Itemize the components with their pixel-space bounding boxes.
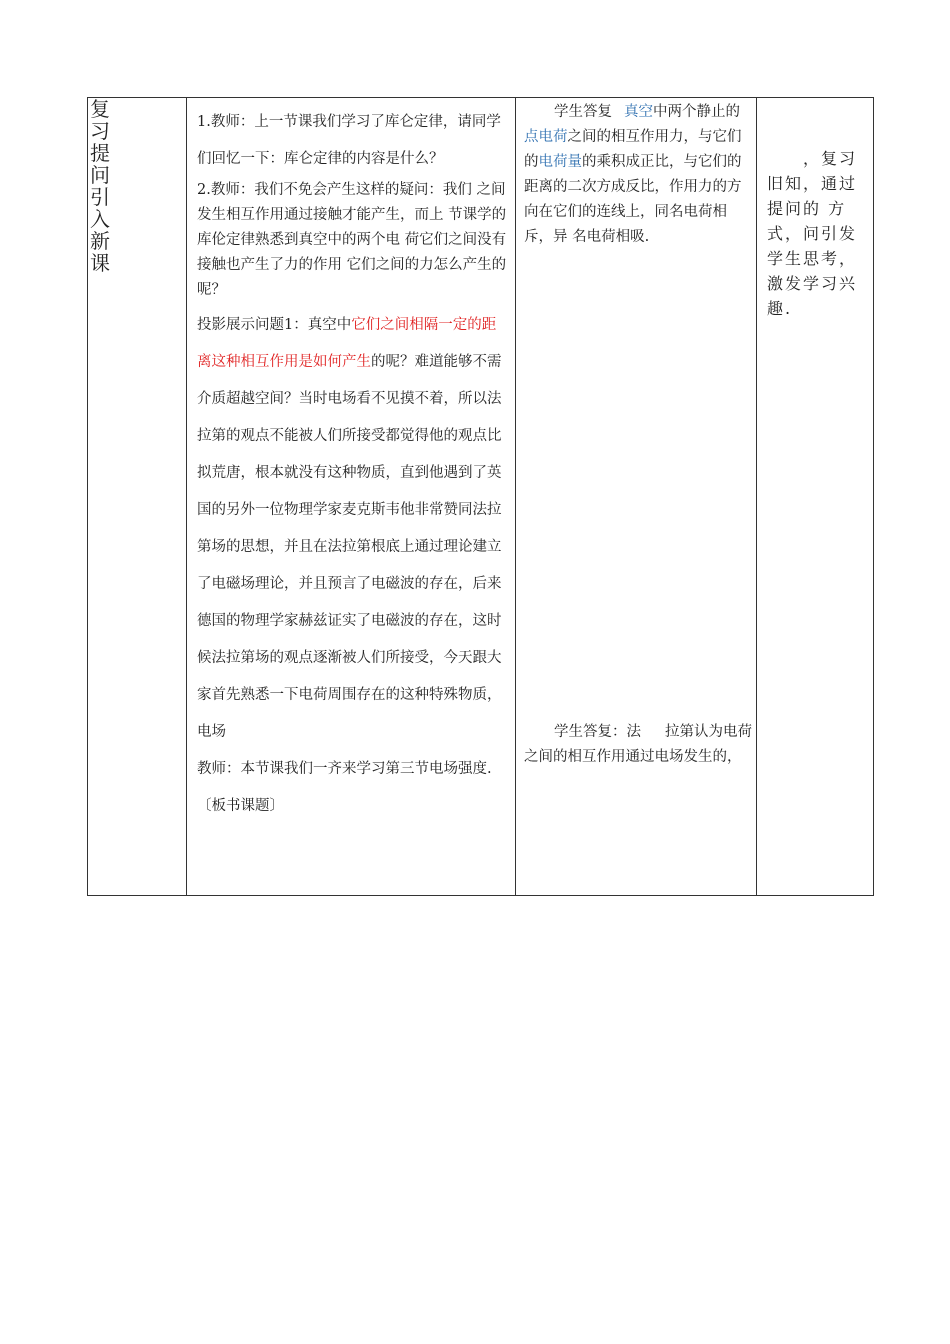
student-answer-2	[524, 720, 752, 770]
student-answer-1	[524, 100, 752, 250]
teacher-question-1: 1.教师：上一节课我们学习了库仑定律，请同学们回忆一下：库仑定律的内容是什么？	[197, 114, 501, 167]
answer-1-part-b: 中两个静止的	[653, 104, 740, 120]
stage-label: 复习提问引入新课	[90, 97, 110, 275]
teacher-topic-intro: 教师：本节课我们一齐来学习第三节电场强度.〔板书课题〕	[197, 761, 492, 814]
answer-2-body: 拉第认为电荷之间的相互作用通过电场发生的，	[524, 724, 752, 765]
answer-1-part-c: 之间的相互作用力，与它们的	[524, 129, 742, 170]
student-activity-cell	[516, 98, 757, 896]
keyword-point-charge: 点电荷	[524, 129, 568, 145]
design-purpose-cell	[757, 98, 874, 896]
keyword-vacuum: 真空	[624, 104, 653, 120]
teacher-question-2: 2.教师：我们不免会产生这样的疑问：我们 之间发生相互作用通过接触才能产生，而上 节课学的库伦定律熟悉到真空中的两个电 荷它们之间没有接触也产生了力的作用 它们之间的力怎么产生的呢？	[197, 182, 507, 298]
answer-1-lead: 学生答复	[554, 104, 612, 120]
lesson-plan-table	[87, 97, 874, 896]
projection-prefix: 投影展示问题1：真空中	[197, 317, 352, 333]
teacher-activity-cell	[187, 98, 516, 896]
keyword-charge-quantity: 电荷量	[538, 154, 582, 170]
purpose-line-1: ，复习	[803, 149, 858, 168]
purpose-line-2: 旧知，通过提问的 方式，问引发学生思考，激发学习兴趣.	[767, 174, 858, 318]
answer-1-part-d: 的乘积成正比，与它们的距离的二次方成反比，作用力的方向在它们的连线上，同名电荷相斥，异 名电荷相吸.	[524, 154, 742, 245]
stage-cell	[88, 98, 187, 896]
answer-2-lead: 学生答复：法	[554, 724, 641, 740]
table-row	[88, 98, 874, 896]
projection-question-1	[197, 307, 509, 751]
highlighted-question: 它们之间相隔一定的距离这种相互作用是如何产生	[197, 317, 497, 370]
projection-body: 的呢？难道能够不需介质超越空间？当时电场看不见摸不着，所以法拉第的观点不能被人们所接受都觉得他的观点比拟荒唐，根本就没有这种物质，直到他遇到了英国的另外一位物理学家麦克斯韦他非常赞同法拉第场的思想，并且在法拉第根底上通过理论建立了电磁场理论，并且预言了电磁波的存在，后来德国的物理学家赫兹证实了电磁波的存在，这时候法拉第场的观点逐渐被人们所接受，今天跟大家首先熟悉一下电荷周围存在的这种特殊物质，电场	[197, 354, 502, 740]
